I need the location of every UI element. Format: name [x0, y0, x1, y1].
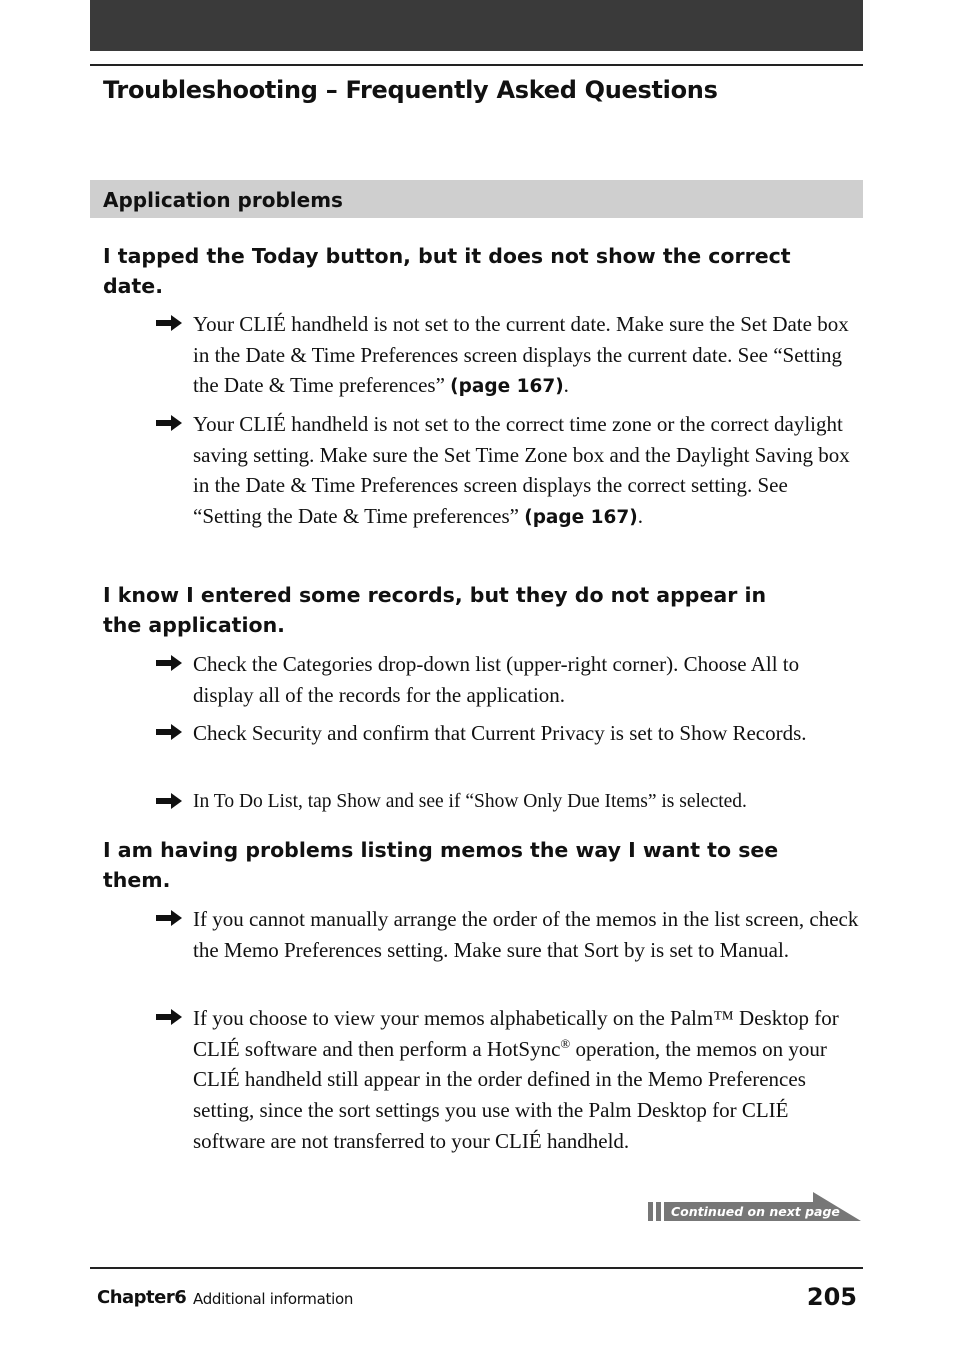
arrow-icon	[154, 651, 184, 675]
footer-subtitle: Additional information	[193, 1290, 354, 1308]
answer-item: Check the Categories drop-down list (upper-right corner). Choose All to display all of the records for the application.	[154, 649, 859, 710]
answer-item: In To Do List, tap Show and see if “Show Only Due Items” is selected.	[154, 787, 859, 818]
page-reference: (page 167)	[450, 376, 564, 398]
continued-label: Continued on next page	[671, 1204, 840, 1219]
answer-item: If you choose to view your memos alphabetically on the Palm™ Desktop for CLIÉ software and then perform a HotSync® operation, the memos on your CLIÉ handheld still appear in the order defined in the Memo Preferences setting, since the sort settings you use with the Palm Desktop for CLIÉ software are not transferred to your CLIÉ handheld.	[154, 1003, 859, 1157]
arrow-icon	[154, 411, 184, 435]
arrow-icon	[154, 1005, 184, 1029]
page-reference: (page 167)	[524, 507, 638, 529]
section-label: Application problems	[103, 188, 343, 212]
footer-chapter: Chapter6	[97, 1287, 187, 1308]
arrow-icon	[154, 789, 184, 813]
answer-item: If you cannot manually arrange the order of the memos in the list screen, check the Memo Preferences setting. Make sure that Sort by is set to Manual.	[154, 904, 859, 965]
arrow-icon	[154, 720, 184, 744]
question-3: I am having problems listing memos the way I want to see them.	[103, 838, 779, 892]
answer-item: Your CLIÉ handheld is not set to the correct time zone or the correct daylight saving setting. Make sure the Set Time Zone box and the Daylight Saving box in the Date & Time Preferences screen displays the correct setting. See “Setting the Date & Time preferences” (page 167).	[154, 409, 859, 534]
answer-item: Check Security and confirm that Current Privacy is set to Show Records.	[154, 718, 859, 749]
footer-rule	[90, 1267, 863, 1269]
question-2: I know I entered some records, but they do not appear in the application.	[103, 583, 767, 637]
registered-mark: ®	[560, 1035, 571, 1051]
arrow-icon	[154, 311, 184, 335]
header-bar	[90, 0, 863, 51]
section-header	[90, 180, 863, 218]
arrow-icon	[154, 906, 184, 930]
page-number: 205	[806, 1283, 857, 1311]
continued-marker	[647, 1192, 861, 1222]
page-title: Troubleshooting – Frequently Asked Questions	[103, 76, 718, 104]
header-rule	[90, 64, 863, 66]
answer-item: Your CLIÉ handheld is not set to the current date. Make sure the Set Date box in the Date & Time Preferences screen displays the current date. See “Setting the Date & Time preferences” (page 167).	[154, 309, 859, 403]
question-1: I tapped the Today button, but it does not show the correct date.	[103, 244, 791, 298]
